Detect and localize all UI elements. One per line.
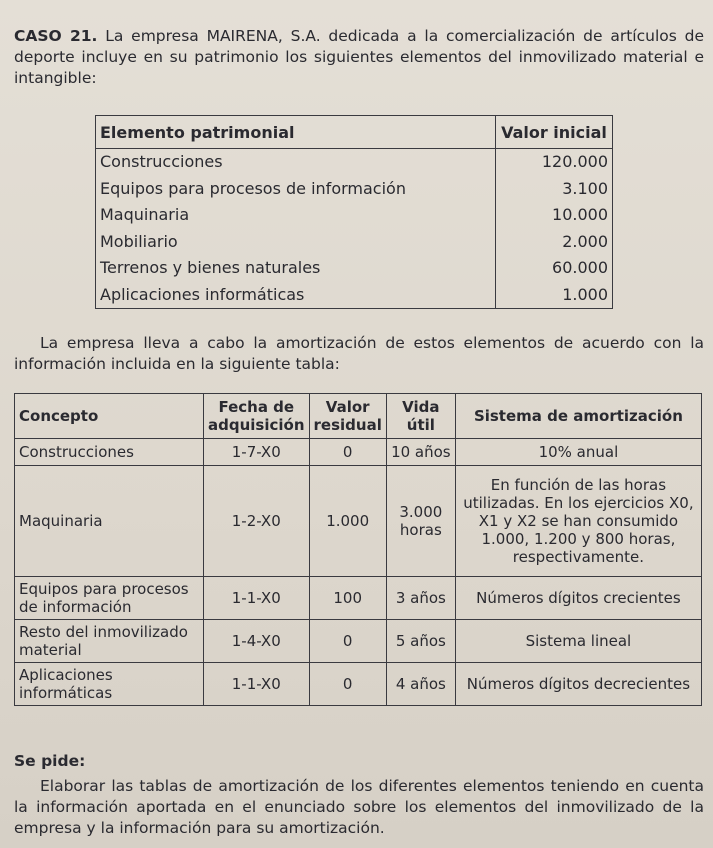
fecha-cell: 1-7-X0	[204, 439, 310, 466]
table-row	[96, 255, 613, 282]
assets-table	[95, 115, 613, 309]
concepto-cell: Resto del inmovilizado material	[15, 620, 204, 663]
case-intro-text: La empresa MAIRENA, S.A. dedicada a la comercialización de artículos de deporte incluye en su patrimonio los siguientes elementos del inmovilizado material e intangible:	[14, 27, 704, 87]
amortization-intro-text: La empresa lleva a cabo la amortización de estos elementos de acuerdo con la información incluida en la siguiente tabla:	[14, 334, 704, 373]
sistema-cell: En función de las horas utilizadas. En los ejercicios X0, X1 y X2 se han consumido 1.000, 1.200 y 800 horas, respectivamente.	[455, 466, 701, 577]
table-row	[96, 149, 613, 176]
sistema-cell: Números dígitos crecientes	[455, 577, 701, 620]
header-elemento: Elemento patrimonial	[96, 116, 496, 149]
table-row	[15, 466, 702, 577]
valor-residual-cell: 1.000	[309, 466, 386, 577]
fecha-cell: 1-1-X0	[204, 577, 310, 620]
sistema-cell: Números dígitos decrecientes	[455, 663, 701, 706]
asset-value: 120.000	[496, 149, 613, 176]
valor-residual-cell: 0	[309, 620, 386, 663]
asset-value: 1.000	[496, 282, 613, 309]
table-row	[15, 663, 702, 706]
table-row	[15, 620, 702, 663]
asset-name: Mobiliario	[96, 229, 496, 256]
concepto-cell: Equipos para procesos de información	[15, 577, 204, 620]
assets-table-header	[96, 116, 613, 149]
valor-residual-cell: 0	[309, 439, 386, 466]
asset-value: 2.000	[496, 229, 613, 256]
request-paragraph	[14, 776, 704, 839]
asset-name: Aplicaciones informáticas	[96, 282, 496, 309]
case-label: CASO 21.	[14, 27, 98, 45]
request-heading: Se pide:	[14, 752, 86, 770]
header-valor-inicial: Valor inicial	[496, 116, 613, 149]
sistema-cell: Sistema lineal	[455, 620, 701, 663]
asset-value: 10.000	[496, 202, 613, 229]
amortization-intro-paragraph	[14, 333, 704, 375]
request-section	[14, 751, 704, 839]
header-concepto: Concepto	[15, 394, 204, 439]
valor-residual-cell: 100	[309, 577, 386, 620]
table-row	[15, 577, 702, 620]
vida-util-cell: 10 años	[386, 439, 455, 466]
asset-value: 3.100	[496, 176, 613, 203]
case-intro-paragraph	[14, 26, 704, 89]
asset-name: Maquinaria	[96, 202, 496, 229]
table-row	[96, 202, 613, 229]
asset-value: 60.000	[496, 255, 613, 282]
concepto-cell: Construcciones	[15, 439, 204, 466]
request-text: Elaborar las tablas de amortización de los diferentes elementos teniendo en cuenta la información aportada en el enunciado sobre los elementos del inmovilizado de la empresa y la información para su amortización.	[14, 777, 704, 837]
vida-util-cell: 3 años	[386, 577, 455, 620]
amortization-table	[14, 393, 702, 706]
vida-util-cell: 4 años	[386, 663, 455, 706]
asset-name: Equipos para procesos de información	[96, 176, 496, 203]
valor-residual-cell: 0	[309, 663, 386, 706]
amortization-table-header	[15, 394, 702, 439]
table-row	[96, 176, 613, 203]
sistema-cell: 10% anual	[455, 439, 701, 466]
table-row	[96, 229, 613, 256]
fecha-cell: 1-2-X0	[204, 466, 310, 577]
table-row	[96, 282, 613, 309]
vida-util-cell: 5 años	[386, 620, 455, 663]
table-row	[15, 439, 702, 466]
asset-name: Terrenos y bienes naturales	[96, 255, 496, 282]
asset-name: Construcciones	[96, 149, 496, 176]
fecha-cell: 1-4-X0	[204, 620, 310, 663]
fecha-cell: 1-1-X0	[204, 663, 310, 706]
vida-util-cell: 3.000 horas	[386, 466, 455, 577]
concepto-cell: Aplicaciones informáticas	[15, 663, 204, 706]
header-fecha: Fecha de adquisición	[204, 394, 310, 439]
header-sistema: Sistema de amortización	[455, 394, 701, 439]
concepto-cell: Maquinaria	[15, 466, 204, 577]
header-vida-util: Vida útil	[386, 394, 455, 439]
header-valor-residual: Valor residual	[309, 394, 386, 439]
